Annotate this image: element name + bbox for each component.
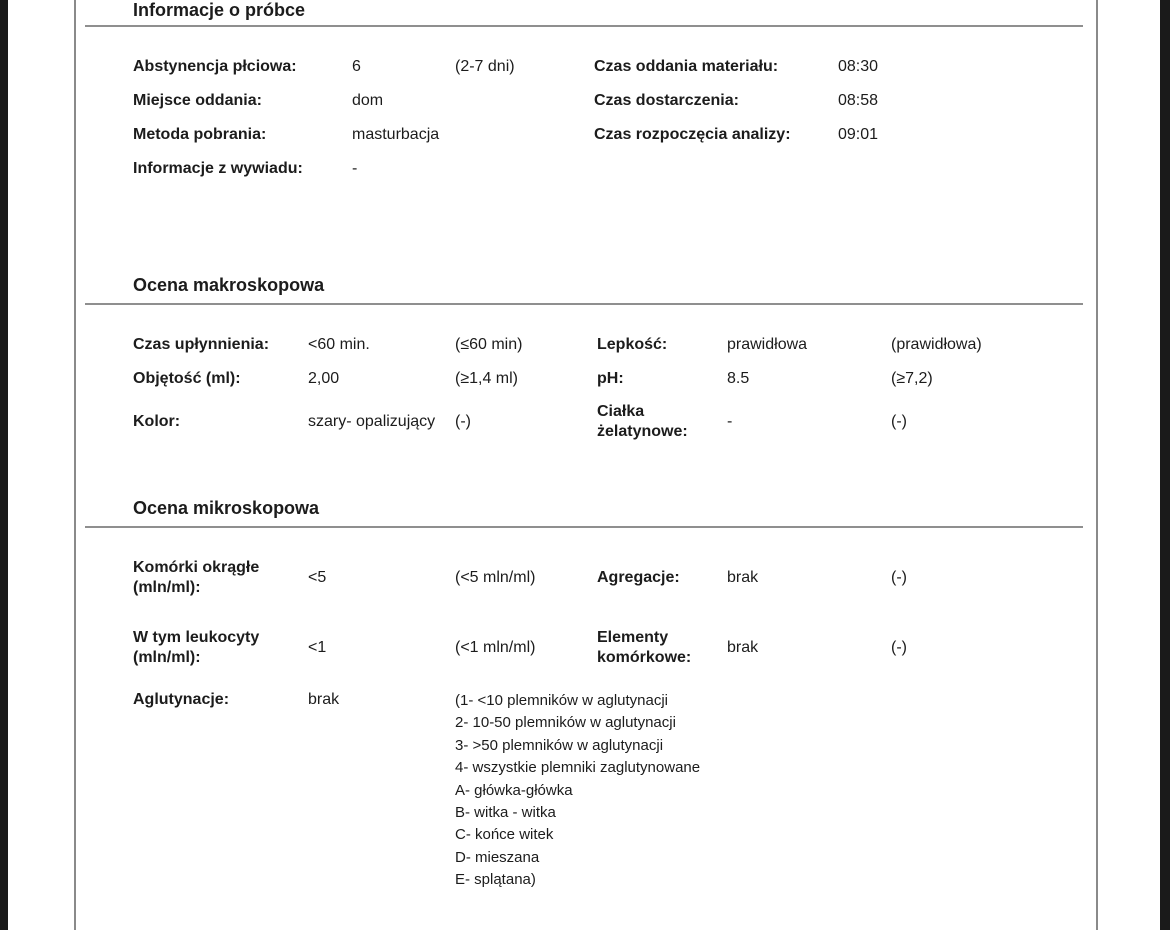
field-label: Ciałka żelatynowe: [597, 403, 688, 440]
section-divider [85, 303, 1083, 305]
section-title-microscopic: Ocena mikroskopowa [133, 498, 320, 518]
field-value: 08:30 [838, 58, 879, 75]
field-value: brak [308, 691, 340, 708]
field-value: <60 min. [308, 336, 370, 353]
key-line: 2- 10-50 plemników w aglutynacji [455, 714, 676, 732]
field-value: prawidłowa [727, 336, 808, 353]
field-reference: (-) [891, 569, 907, 586]
section-divider [85, 25, 1083, 27]
field-label: Agregacje: [597, 569, 680, 586]
field-value: - [727, 413, 733, 430]
field-value: 08:58 [838, 92, 879, 109]
key-line: 4- wszystkie plemniki zaglutynowane [455, 759, 701, 777]
table-row [133, 84, 1085, 118]
table-row [133, 362, 1085, 396]
field-value: 8.5 [727, 370, 750, 387]
field-reference: (-) [891, 413, 907, 430]
field-label: Elementy komórkowe: [597, 629, 692, 666]
table-row [133, 690, 1085, 892]
field-reference: (-) [891, 639, 907, 656]
field-label: Czas upłynnienia: [133, 336, 270, 353]
key-line: (1- <10 plemników w aglutynacji [455, 692, 669, 709]
table-row [133, 396, 1085, 448]
field-label: Informacje z wywiadu: [133, 160, 303, 177]
page-right-edge [1096, 0, 1098, 930]
field-value: 09:01 [838, 126, 879, 143]
table-row [133, 118, 1085, 152]
field-label: Metoda pobrania: [133, 126, 267, 143]
field-label: Lepkość: [597, 336, 668, 353]
table-row [133, 50, 1085, 84]
field-value: masturbacja [352, 126, 440, 143]
field-reference: (2-7 dni) [455, 58, 515, 75]
field-value: - [352, 160, 358, 177]
field-value: 6 [352, 58, 361, 75]
table-row [133, 618, 1085, 678]
key-line: C- końce witek [455, 826, 554, 844]
field-label: Abstynencja płciowa: [133, 58, 297, 75]
field-reference: (<1 mln/ml) [455, 639, 536, 656]
table-row [133, 152, 1085, 186]
field-label: Objętość (ml): [133, 370, 241, 387]
field-label: Czas oddania materiału: [594, 58, 779, 75]
field-value: 2,00 [308, 370, 340, 387]
table-row [133, 328, 1085, 362]
field-value: <1 [308, 639, 327, 656]
key-line: E- splątana) [455, 871, 536, 889]
key-line: D- mieszana [455, 848, 540, 866]
field-label: Czas dostarczenia: [594, 92, 739, 109]
field-label: Komórki okrągłe (mln/ml): [133, 559, 260, 596]
field-reference: (≤60 min) [455, 336, 523, 353]
page-left-edge [74, 0, 76, 930]
field-label: pH: [597, 370, 624, 387]
field-reference: (≥1,4 ml) [455, 370, 519, 387]
key-line: 3- >50 plemników w aglutynacji [455, 736, 664, 754]
section-divider [85, 526, 1083, 528]
field-label: Czas rozpoczęcia analizy: [594, 126, 791, 143]
field-value: dom [352, 92, 384, 109]
field-reference: (prawidłowa) [891, 336, 982, 353]
field-reference: (≥7,2) [891, 370, 933, 387]
field-label: Kolor: [133, 413, 181, 430]
field-label: Aglutynacje: [133, 691, 230, 708]
field-value: <5 [308, 569, 327, 586]
table-row [133, 548, 1085, 608]
key-line: B- witka - witka [455, 804, 556, 822]
field-value: brak [727, 639, 759, 656]
field-label: W tym leukocyty (mln/ml): [133, 629, 260, 666]
agglutination-grading-key [455, 690, 1085, 892]
section-title-sample-info: Informacje o próbce [133, 0, 306, 20]
field-reference: (<5 mln/ml) [455, 569, 536, 586]
report-page [8, 0, 1160, 930]
section-title-macroscopic: Ocena makroskopowa [133, 275, 325, 295]
field-value: brak [727, 569, 759, 586]
key-line: A- główka-główka [455, 781, 573, 799]
field-reference: (-) [455, 413, 471, 430]
field-value: szary- opalizujący [308, 413, 436, 430]
field-label: Miejsce oddania: [133, 92, 262, 109]
